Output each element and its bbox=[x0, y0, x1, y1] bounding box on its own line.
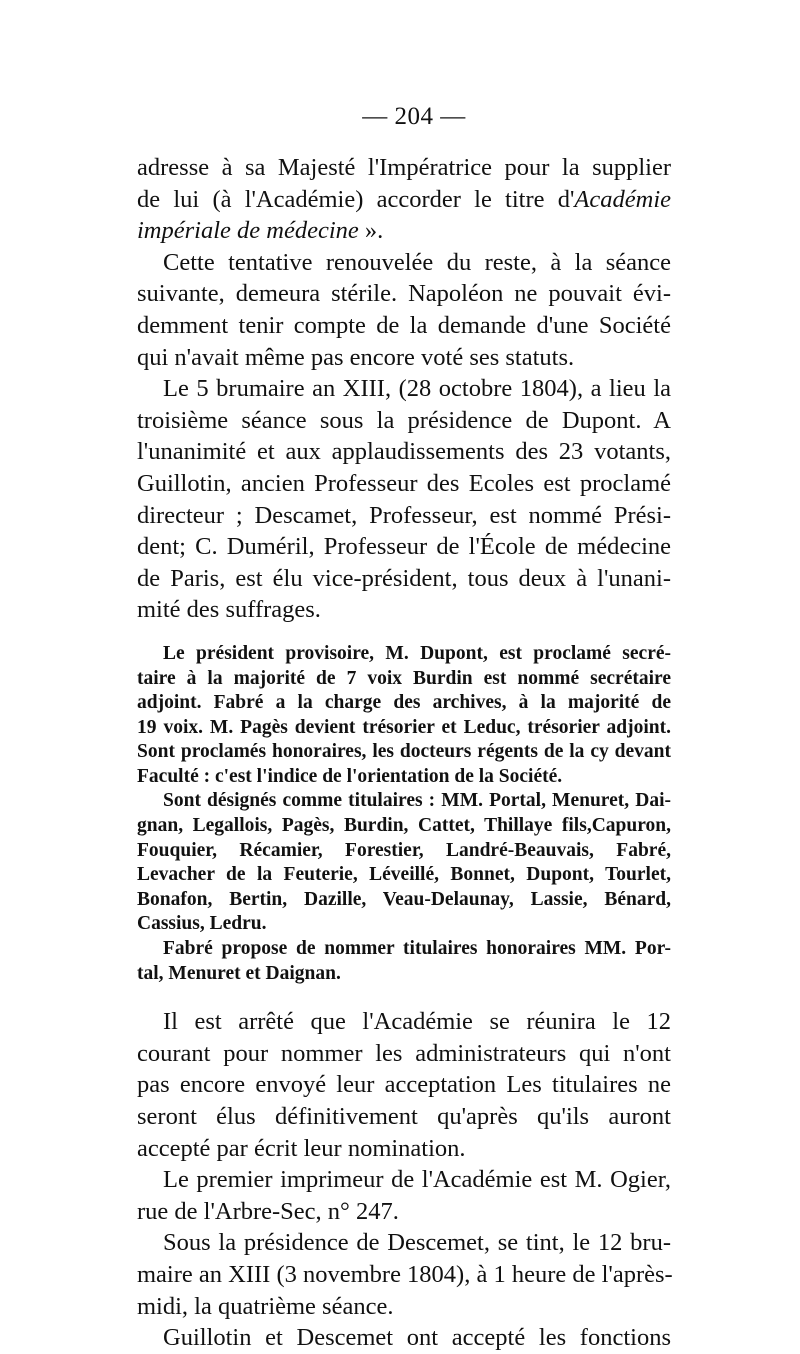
text-line bbox=[137, 691, 671, 716]
footnote-minutes-block bbox=[137, 642, 671, 986]
text-line bbox=[137, 1196, 671, 1228]
text-line bbox=[137, 937, 671, 962]
text-line bbox=[137, 1259, 671, 1291]
text-segment: Sont désignés comme titulaires : MM. Portal, Menuret, Dai- bbox=[163, 790, 671, 812]
text-segment: Sous la présidence de Descemet, se tint, le 12 bru- bbox=[163, 1229, 671, 1257]
text-segment: maire an XIII (3 novembre 1804), à 1 heure de l'après- bbox=[137, 1260, 673, 1288]
text-line bbox=[137, 1069, 671, 1101]
text-segment: tal, Menuret et Daignan. bbox=[137, 962, 341, 984]
text-segment: gnan, Legallois, Pagès, Burdin, Cattet, Thillaye fils,Capuron, bbox=[137, 815, 671, 837]
text-line bbox=[137, 1006, 671, 1038]
text-line bbox=[137, 765, 671, 790]
text-segment: Cassius, Ledru. bbox=[137, 913, 267, 935]
text-segment: Guillotin, ancien Professeur des Ecoles est proclamé bbox=[137, 469, 671, 497]
text-segment: de Paris, est élu vice-président, tous deux à l'unani- bbox=[137, 564, 671, 592]
text-segment: rue de l'Arbre-Sec, n° 247. bbox=[137, 1197, 399, 1225]
text-line bbox=[137, 667, 671, 692]
text-line bbox=[137, 839, 671, 864]
text-line bbox=[137, 184, 671, 216]
text-segment: taire à la majorité de 7 voix Burdin est nommé secrétaire bbox=[137, 667, 671, 689]
text-line bbox=[137, 1101, 671, 1133]
text-line bbox=[137, 1164, 671, 1196]
text-segment: directeur ; Descamet, Professeur, est nommé Prési- bbox=[137, 501, 671, 529]
text-segment: Le 5 brumaire an XIII, (28 octobre 1804), a lieu la bbox=[163, 375, 671, 403]
text-segment: Bonafon, Bertin, Dazille, Veau-Delaunay, Lassie, Bénard, bbox=[137, 888, 671, 910]
text-line bbox=[137, 215, 671, 247]
text-segment: Le premier imprimeur de l'Académie est M. Ogier, bbox=[163, 1166, 671, 1194]
text-line bbox=[137, 373, 671, 405]
text-segment: courant pour nommer les administrateurs qui n'ont bbox=[137, 1039, 671, 1067]
text-segment: Fabré propose de nommer titulaires honoraires MM. Por- bbox=[163, 938, 671, 960]
text-segment: Cette tentative renouvelée du reste, à la séance bbox=[163, 248, 671, 276]
text-line bbox=[137, 152, 671, 184]
text-line bbox=[137, 1291, 671, 1323]
main-text-block-2 bbox=[137, 1006, 671, 1354]
text-line bbox=[137, 531, 671, 563]
main-text-block-1 bbox=[137, 152, 671, 626]
text-line bbox=[137, 1322, 671, 1354]
text-segment: Levacher de la Feuterie, Léveillé, Bonnet, Dupont, Tourlet, bbox=[137, 864, 671, 886]
text-line bbox=[137, 405, 671, 437]
text-line bbox=[137, 814, 671, 839]
text-segment: seront élus définitivement qu'après qu'ils auront bbox=[137, 1103, 671, 1130]
book-page bbox=[137, 102, 671, 1354]
text-line bbox=[137, 863, 671, 888]
text-segment: mité des suffrages. bbox=[137, 596, 321, 624]
text-segment: pas encore envoyé leur acceptation Les titulaires ne bbox=[137, 1071, 671, 1099]
text-segment: de lui (à l'Académie) accorder le titre d' bbox=[137, 185, 575, 213]
text-line bbox=[137, 740, 671, 765]
text-line bbox=[137, 888, 671, 913]
text-segment: accepté par écrit leur nomination. bbox=[137, 1134, 466, 1162]
page-number: — 204 — bbox=[362, 103, 466, 130]
text-segment: Le président provisoire, M. Dupont, est proclamé secré- bbox=[163, 642, 671, 664]
text-line bbox=[137, 278, 671, 310]
text-line bbox=[137, 789, 671, 814]
text-line bbox=[137, 962, 671, 987]
text-line bbox=[137, 468, 671, 500]
text-segment: troisième séance sous la présidence de Dupont. A bbox=[137, 406, 671, 434]
text-segment: midi, la quatrième séance. bbox=[137, 1292, 394, 1320]
text-line bbox=[137, 716, 671, 741]
italic-text: impériale de médecine bbox=[137, 217, 359, 245]
text-segment: suivante, demeura stérile. Napoléon ne pouvait évi- bbox=[137, 280, 671, 308]
text-line bbox=[137, 342, 671, 374]
text-segment: demment tenir compte de la demande d'une Société bbox=[137, 311, 671, 339]
text-line bbox=[137, 563, 671, 595]
text-segment: Guillotin et Descemet ont accepté les fonctions bbox=[163, 1324, 671, 1352]
text-segment: Sont proclamés honoraires, les docteurs régents de la cy devant bbox=[137, 741, 671, 763]
text-line bbox=[137, 912, 671, 937]
text-line bbox=[137, 247, 671, 279]
text-segment: adresse à sa Majesté l'Impératrice pour la supplier bbox=[137, 154, 671, 181]
text-segment: dent; C. Duméril, Professeur de l'École de médecine bbox=[137, 533, 671, 561]
text-segment: ». bbox=[358, 217, 384, 245]
text-line bbox=[137, 1227, 671, 1259]
text-segment: Faculté : c'est l'indice de l'orientation de la Société. bbox=[137, 765, 563, 787]
text-line bbox=[137, 500, 671, 532]
text-segment: 19 voix. M. Pagès devient trésorier et Leduc, trésorier adjoint. bbox=[137, 716, 671, 738]
text-line bbox=[137, 1038, 671, 1070]
text-line bbox=[137, 642, 671, 667]
text-segment: l'unanimité et aux applaudissements des 23 votants, bbox=[137, 438, 671, 466]
text-segment: adjoint. Fabré a la charge des archives, à la majorité de bbox=[137, 692, 671, 714]
italic-text: Académie bbox=[574, 185, 671, 213]
text-line bbox=[137, 436, 671, 468]
text-line bbox=[137, 594, 671, 626]
text-segment: qui n'avait même pas encore voté ses statuts. bbox=[137, 343, 575, 371]
text-line bbox=[137, 1133, 671, 1165]
text-line bbox=[137, 310, 671, 342]
text-segment: Fouquier, Récamier, Forestier, Landré-Beauvais, Fabré, bbox=[137, 839, 671, 861]
text-segment: Il est arrêté que l'Académie se réunira le 12 bbox=[163, 1008, 671, 1036]
